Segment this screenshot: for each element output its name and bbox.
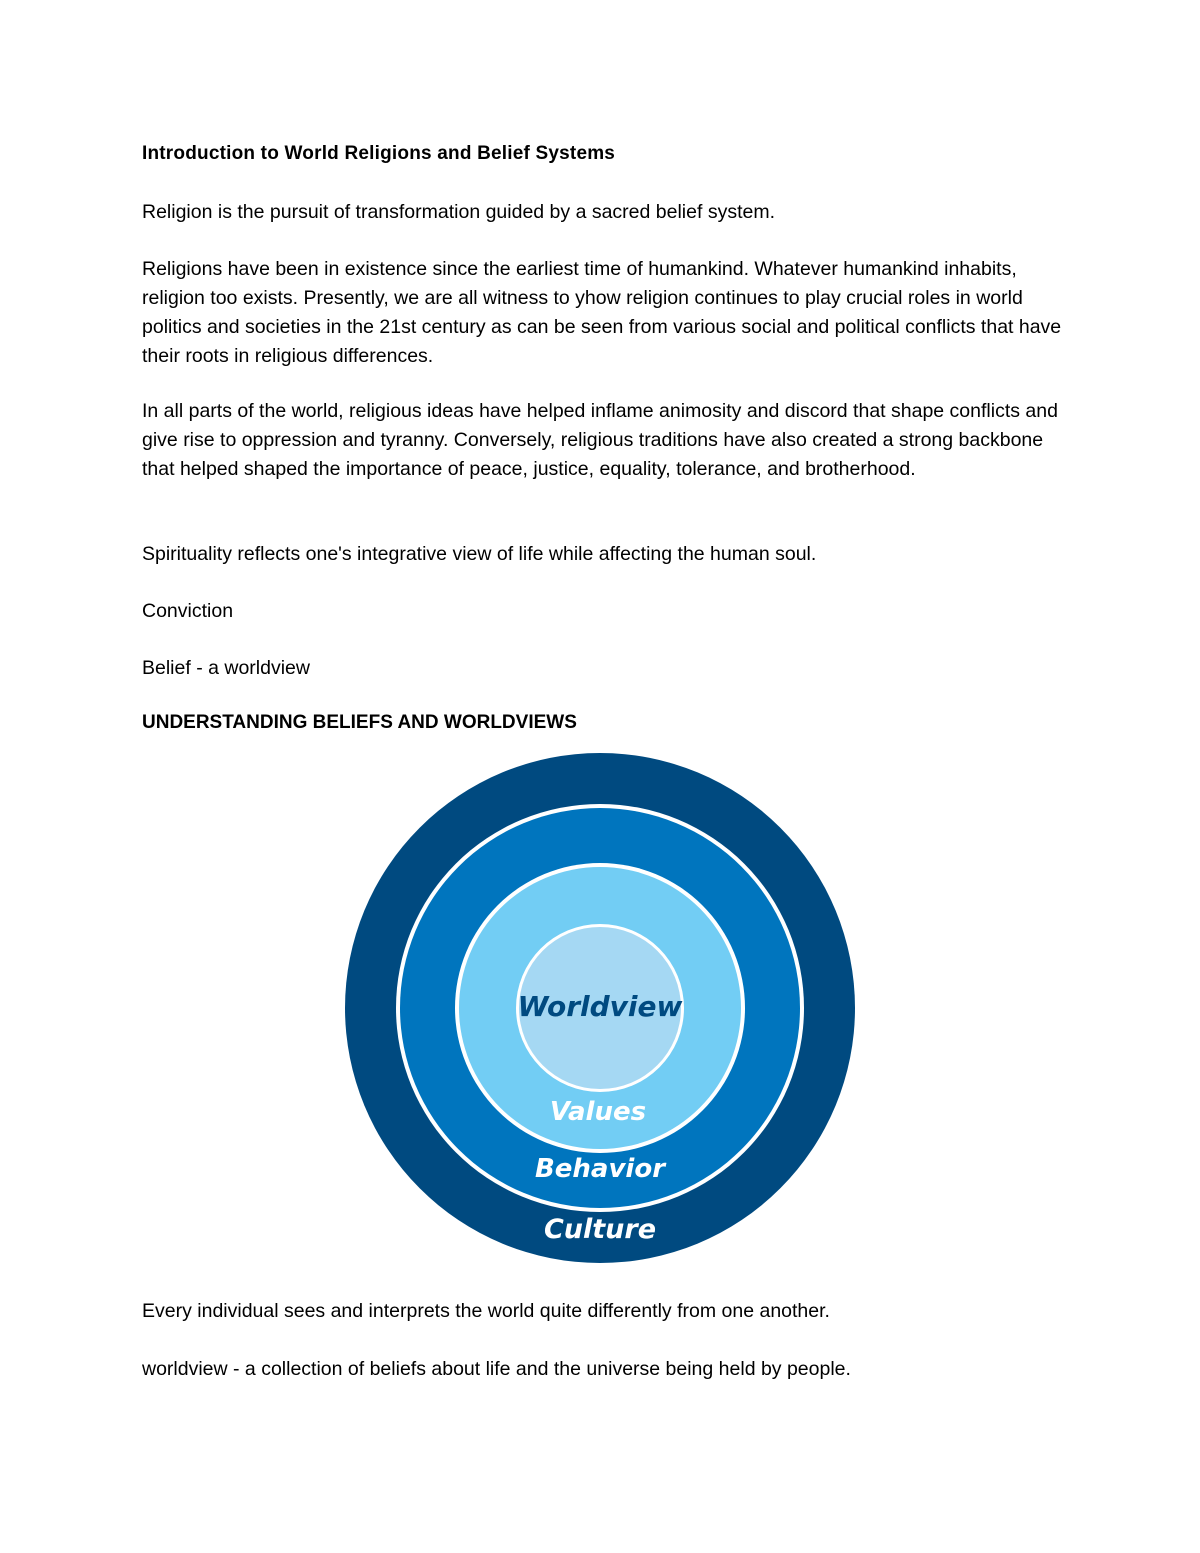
paragraph-belief: Belief - a worldview	[142, 657, 310, 679]
paragraph-history: Religions have been in existence since the earliest time of humankind. Whatever humankind inhabits, religion too exists. Presently, we are all witness to yhow religion continues to play crucial roles in world politics and societies in the 21st century as can be seen from various social and political conflicts that have their roots in religious differences.	[142, 258, 1062, 367]
worldview-label: Worldview	[517, 990, 683, 1023]
paragraph-interpretation: Every individual sees and interprets the world quite differently from one another.	[142, 1300, 830, 1322]
paragraph-conflict: In all parts of the world, religious ideas have helped inflame animosity and discord that shape conflicts and give rise to oppression and tyranny. Conversely, religious traditions have also created a strong backbone that helped shaped the importance of peace, justice, equality, tolerance, and brotherhood.	[142, 400, 1058, 480]
culture-label: Culture	[543, 1214, 657, 1245]
values-label: Values	[549, 1097, 647, 1127]
paragraph-worldview-definition: worldview - a collection of beliefs about life and the universe being held by people.	[142, 1358, 851, 1380]
document-title: Introduction to World Religions and Belief Systems	[142, 143, 616, 164]
paragraph-spirituality: Spirituality reflects one's integrative view of life while affecting the human soul.	[142, 543, 817, 565]
behavior-label: Behavior	[534, 1154, 666, 1184]
worldview-diagram	[340, 748, 860, 1268]
paragraph-conviction: Conviction	[142, 600, 234, 622]
section-heading: UNDERSTANDING BELIEFS AND WORLDVIEWS	[142, 712, 577, 733]
paragraph-definition: Religion is the pursuit of transformation guided by a sacred belief system.	[142, 201, 775, 223]
